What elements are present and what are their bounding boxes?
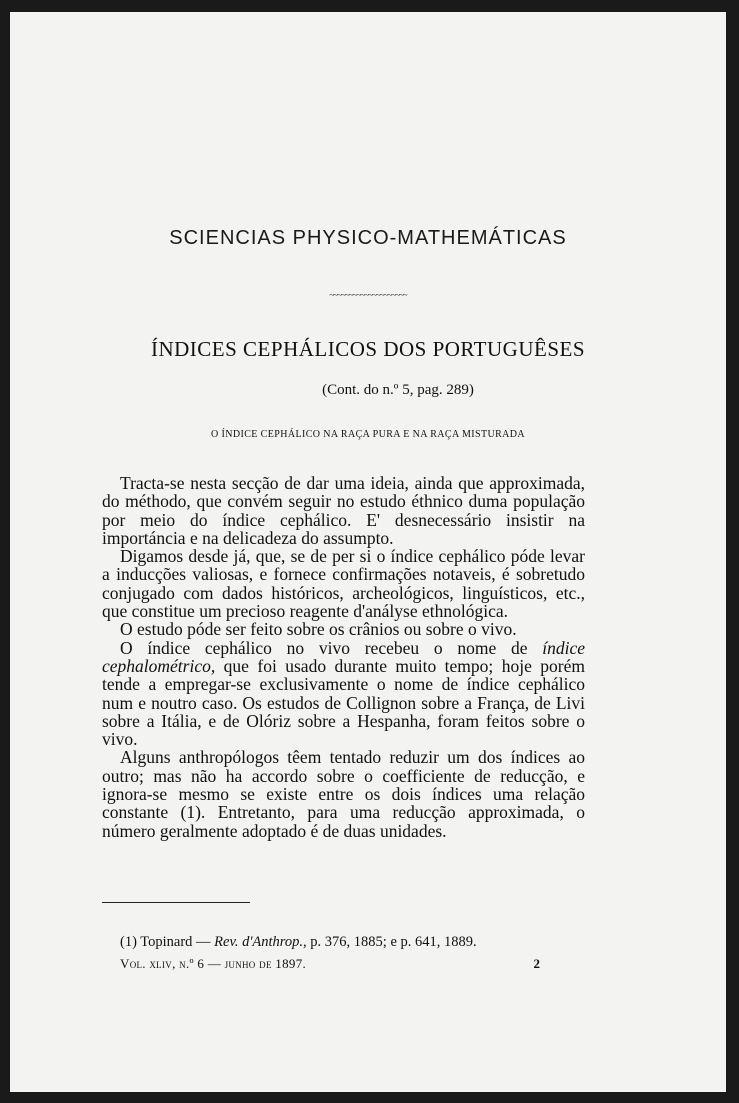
document-page <box>10 12 726 1092</box>
article-title: ÍNDICES CEPHÁLICOS DOS PORTUGUÊSES <box>150 337 586 361</box>
body-text <box>102 474 585 840</box>
paragraph-5: Alguns anthropólogos têem tentado reduzir um dos índices ao outro; mas não ha accordo sobre o coefficiente de reducção, e ignora-se mesmo se existe entre os dois índices uma relação constante (1). Entretanto, para uma reducção approximada, o número geralmente adoptado é de duas unidades. <box>102 747 585 841</box>
page-number: 2 <box>533 956 540 971</box>
footnote <box>120 934 477 951</box>
ornamental-divider: ~~~~~~~~~~~~~~~~~~~~ <box>329 290 407 300</box>
footnote-source: Rev. d'Anthrop., <box>214 934 307 950</box>
paragraph-4 <box>102 639 585 749</box>
paragraph-1: Tracta-se nesta secção de dar uma ideia, ainda que approximada, do méthodo, que convém seguir no estudo éthnico duma população por meio do índice cephálico. E' desnecessário insistir na importáncia e na delicadeza do assumpto. <box>102 473 585 548</box>
paragraph-4-italic-term: índice cephalométrico, <box>102 637 585 676</box>
volume-info: Vol. xliv, n.º 6 — junho de 1897. <box>120 956 307 971</box>
footnote-marker: (1) Topinard — <box>120 934 211 950</box>
page-footer <box>120 956 540 972</box>
continuation-note: (Cont. do n.º 5, pag. 289) <box>322 382 474 398</box>
section-subheading: O ÍNDICE CEPHÁLICO NA RAÇA PURA E NA RAÇA MISTURADA <box>210 429 526 440</box>
paragraph-2: Digamos desde já, que, se de per si o índice cephálico póde levar a inducções valiosas, e fornece confirmações notaveis, é sobretudo conjugado com dados históricos, archeológicos, linguísticos, etc., que constitue um precioso reagente d'anályse ethnológica. <box>102 546 585 622</box>
footnote-rest: p. 376, 1885; e p. 641, 1889. <box>306 934 477 950</box>
paragraph-4-before: O índice cephálico no vivo recebeu o nome de <box>120 637 543 658</box>
section-title: SCIENCIAS PHYSICO-MATHEMÁTICAS <box>169 227 567 249</box>
paragraph-3: O estudo póde ser feito sobre os crânios ou sobre o vivo. <box>120 619 517 640</box>
footnote-rule <box>102 902 250 903</box>
paragraph-4-after: que foi usado durante muito tempo; hoje porém tende a empregar-se exclusivamente o nome de índice cephálico num e noutro caso. Os estudos de Collignon sobre a França, de Livi sobre a Itália, e de Olóriz sobre a Hespanha, foram feitos sobre o vivo. <box>102 655 585 750</box>
